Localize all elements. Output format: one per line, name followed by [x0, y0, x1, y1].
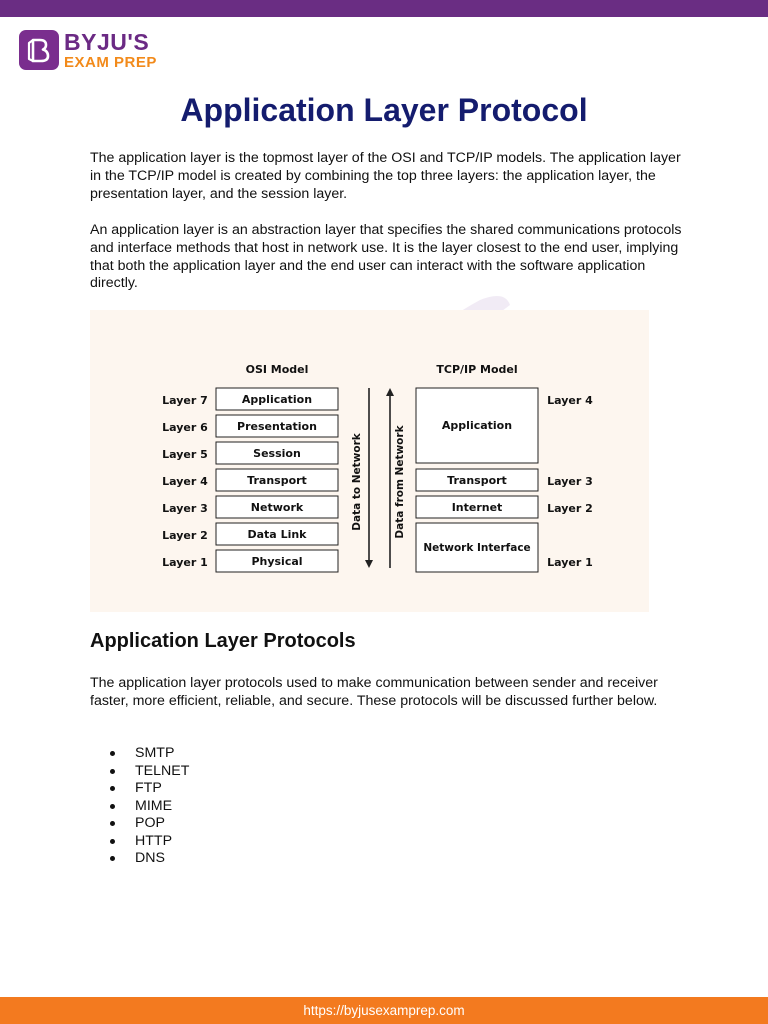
osi-layer-label: Layer 7 — [162, 394, 208, 407]
osi-layer-name: Network — [250, 501, 304, 514]
tcpip-layer-name: Internet — [451, 501, 503, 514]
arrow-down-label: Data to Network — [351, 433, 363, 531]
definition-paragraph: An application layer is an abstraction layer that specifies the shared communications protocols and interface methods that host in network use. It is the layer closest to the end user, implying that both the application layer and the end user can interact with the software application directly. — [90, 222, 682, 292]
tcpip-layer-stack — [416, 388, 593, 572]
osi-layer-label: Layer 1 — [162, 556, 208, 569]
osi-layer-name: Physical — [251, 555, 303, 568]
intro-paragraph: The application layer is the topmost layer of the OSI and TCP/IP models. The application layer in the TCP/IP model is created by combining the top three layers: the application layer, the presentation layer, and the session layer. — [90, 150, 681, 202]
osi-layer-label: Layer 3 — [162, 502, 208, 515]
tcpip-layer-label: Layer 4 — [547, 394, 593, 407]
footer-bar — [0, 997, 768, 1024]
osi-layer-stack — [162, 388, 338, 572]
tcpip-model-title: TCP/IP Model — [436, 363, 518, 376]
brand-name: BYJU'S — [64, 28, 150, 55]
protocols-intro-paragraph: The application layer protocols used to make communication between sender and receiver faster, more efficient, reliable, and secure. These protocols will be discussed further below. — [90, 675, 658, 709]
brand-logo[interactable] — [19, 30, 157, 70]
tcpip-layer-label: Layer 2 — [547, 502, 593, 515]
list-item: TELNET — [110, 763, 189, 781]
arrow-up-label: Data from Network — [394, 425, 406, 539]
osi-layer-name: Session — [253, 447, 301, 460]
arrow-down-head — [365, 560, 373, 568]
osi-layer-label: Layer 5 — [162, 448, 208, 461]
protocol-list — [110, 745, 189, 868]
osi-layer-name: Presentation — [237, 420, 317, 433]
list-item: FTP — [110, 780, 189, 798]
osi-model-title: OSI Model — [245, 363, 309, 376]
brand-subtitle: EXAM PREP — [64, 53, 157, 71]
tcpip-layer-label: Layer 1 — [547, 556, 593, 569]
tcpip-layer-name: Network Interface — [423, 542, 531, 554]
tcpip-layer-label: Layer 3 — [547, 475, 593, 488]
osi-layer-label: Layer 6 — [162, 421, 208, 434]
list-item: DNS — [110, 850, 189, 868]
top-accent-bar — [0, 0, 768, 17]
data-flow-arrows — [351, 388, 406, 568]
list-item: MIME — [110, 798, 189, 816]
osi-layer-name: Data Link — [247, 528, 307, 541]
osi-layer-name: Transport — [247, 474, 307, 487]
list-item: HTTP — [110, 833, 189, 851]
list-item: POP — [110, 815, 189, 833]
tcpip-layer-name: Application — [441, 419, 513, 432]
tcpip-layer-name: Transport — [447, 474, 507, 487]
protocols-heading: Application Layer Protocols — [90, 630, 356, 652]
osi-layer-name: Application — [241, 393, 313, 406]
osi-tcpip-diagram — [90, 310, 649, 612]
list-item: SMTP — [110, 745, 189, 763]
footer-url-link[interactable]: https://byjusexamprep.com — [303, 1003, 465, 1018]
arrow-up-head — [386, 388, 394, 396]
byjus-b-logo-icon — [19, 30, 59, 70]
osi-layer-label: Layer 4 — [162, 475, 208, 488]
osi-layer-label: Layer 2 — [162, 529, 208, 542]
page-title: Application Layer Protocol — [180, 92, 588, 128]
